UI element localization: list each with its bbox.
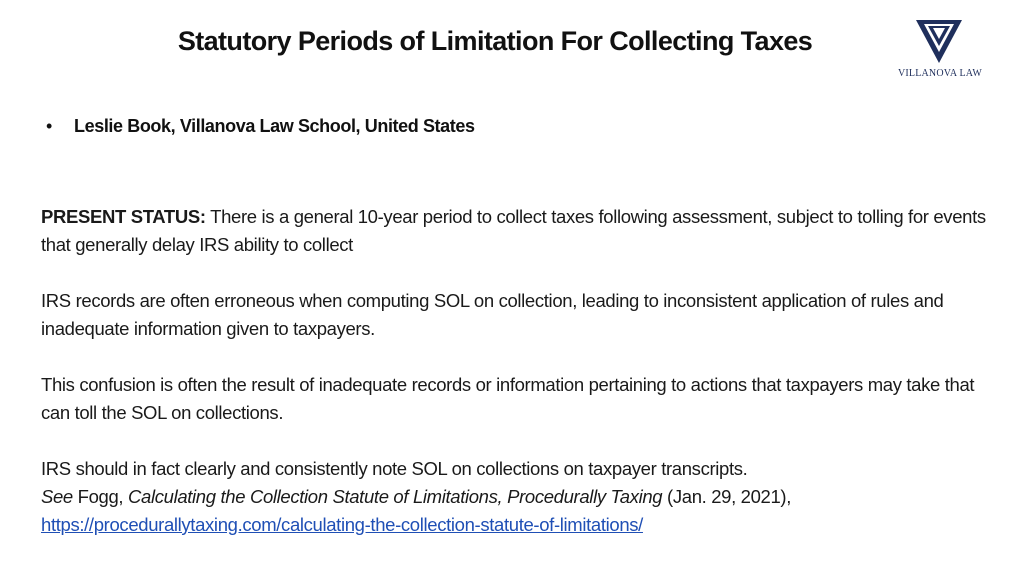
present-status-paragraph xyxy=(41,203,1001,259)
present-status-text: There is a general 10-year period to collect taxes following assessment, subject to tolling for events that generally delay IRS ability to collect xyxy=(41,206,986,255)
irs-records-paragraph: IRS records are often erroneous when computing SOL on collection, leading to inconsistent application of rules and inadequate information given to taxpayers. xyxy=(41,290,944,339)
author-line: Leslie Book, Villanova Law School, United States xyxy=(74,116,475,136)
bullet-glyph: • xyxy=(46,116,52,136)
villanova-v-shield-icon xyxy=(914,18,964,64)
citation-date: (Jan. 29, 2021), xyxy=(662,486,792,507)
slide-title: Statutory Periods of Limitation For Collecting Taxes xyxy=(177,26,813,56)
citation-author: Fogg, xyxy=(72,486,129,507)
citation-link[interactable]: https://procedurallytaxing.com/calculating-the-collection-statute-of-limitations/ xyxy=(41,514,643,535)
villanova-law-logo xyxy=(890,18,1000,82)
body-text xyxy=(41,203,1001,539)
logo-text: VILLANOVA LAW xyxy=(897,68,983,79)
confusion-paragraph: This confusion is often the result of inadequate records or information pertaining to actions that taxpayers may take that can toll the SOL on collections. xyxy=(41,374,975,423)
see-signal: See xyxy=(41,486,73,507)
citation-title: Calculating the Collection Statute of Limitations, Procedurally Taxing xyxy=(128,486,663,507)
recommendation-text: IRS should in fact clearly and consistently note SOL on collections on taxpayer transcripts. xyxy=(41,458,748,479)
present-status-label: PRESENT STATUS: xyxy=(41,206,206,227)
author-bullet xyxy=(46,116,475,137)
recommendation-paragraph xyxy=(41,455,1001,539)
